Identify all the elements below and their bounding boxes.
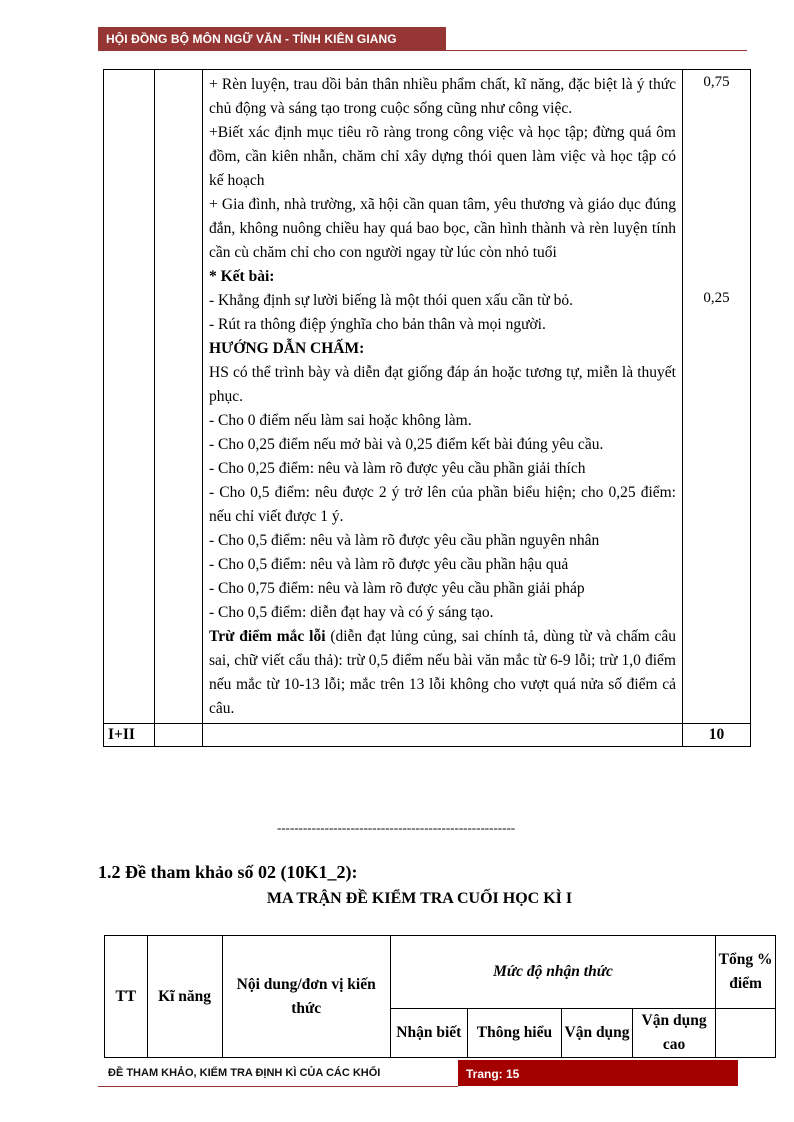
score-value: 0,25 <box>703 290 730 306</box>
matrix-title: MA TRẬN ĐỀ KIỂM TRA CUỐI HỌC KÌ I <box>266 890 573 907</box>
col-level-application: Vận dụng <box>562 1009 633 1058</box>
col-skill: Kĩ năng <box>147 936 222 1058</box>
col-level-comprehension: Thông hiểu <box>467 1009 561 1058</box>
content-paragraph: - Cho 0,25 điểm: nêu và làm rõ được yêu cầu phần giải thích <box>209 460 586 477</box>
content-paragraph: - Cho 0 điểm nếu làm sai hoặc không làm. <box>209 412 472 429</box>
content-paragraph: - Khẳng định sự lười biếng là một thói quen xấu cần từ bỏ. <box>209 292 574 309</box>
content-paragraph: - Cho 0,25 điểm nếu mở bài và 0,25 điểm kết bài đúng yêu cầu. <box>209 436 604 453</box>
content-paragraph: +Biết xác định mục tiêu rõ ràng trong công việc và học tập; đừng quá ôm đồm, cần kiên nhẫn, chăm chỉ xây dựng thói quen làm việc và học tập có kế hoạch <box>209 124 676 189</box>
content-paragraph: - Cho 0,5 điểm: diễn đạt hay và có ý sáng tạo. <box>209 604 494 621</box>
section-title: 1.2 Đề tham khảo số 02 (10K1_2): <box>98 862 358 882</box>
content-paragraph: HS có thể trình bày và diễn đạt giống đáp án hoặc tương tự, miễn là thuyết phục. <box>209 364 676 405</box>
col-level-recognition: Nhận biết <box>390 1009 467 1058</box>
matrix-header-row <box>105 936 776 1009</box>
col-level-advanced-application: Vận dụng cao <box>633 1009 716 1058</box>
content-paragraph: - Cho 0,5 điểm: nêu và làm rõ được yêu cầu phần hậu quả <box>209 556 569 573</box>
content-paragraph: - Cho 0,75 điểm: nêu và làm rõ được yêu cầu phần giải pháp <box>209 580 585 597</box>
header-title: HỘI ĐỒNG BỘ MÔN NGỮ VĂN - TỈNH KIÊN GIANG <box>98 27 446 51</box>
total-empty-2 <box>203 724 683 747</box>
footer-divider <box>98 1086 458 1087</box>
total-value: 10 <box>683 724 751 747</box>
section-separator: ------------------------------------------------------- <box>277 820 516 835</box>
col-total-percent: Tổng % điểm <box>716 936 776 1009</box>
answer-content-cell <box>203 70 683 724</box>
conclusion-heading: * Kết bài: <box>209 268 275 285</box>
answer-table <box>103 69 751 747</box>
total-row <box>104 724 751 747</box>
col-tt: TT <box>105 936 148 1058</box>
matrix-table <box>104 935 776 1058</box>
content-paragraph: + Gia đình, nhà trường, xã hội cần quan tâm, yêu thương và giáo dục đúng đắn, không nuông chiều hay quá bao bọc, cần hình thành và rèn luyện tính cần cù chăm chỉ cho con người ngay từ lúc còn nhỏ tuổi <box>209 196 676 261</box>
content-paragraph: + Rèn luyện, trau dồi bản thân nhiều phẩm chất, kĩ năng, đặc biệt là ý thức chủ động và sáng tạo trong cuộc sống cũng như công việc. <box>209 76 676 117</box>
col-cognitive-level: Mức độ nhận thức <box>390 936 715 1009</box>
header-divider <box>98 50 747 51</box>
total-empty-1 <box>155 724 203 747</box>
deduction-paragraph: Trừ điểm mắc lỗi (diễn đạt lủng củng, sai chính tả, dùng từ và chấm câu sai, chữ viết cẩu thả): trừ 0,5 điểm nếu bài văn mắc từ 6-9 lỗi; trừ 1,0 điểm nếu mắc từ 10-13 lỗi; mắc trên 13 lỗi không cho vượt quá nửa số điểm cả câu. <box>209 628 676 717</box>
grading-guide-heading: HƯỚNG DẪN CHẤM: <box>209 340 365 357</box>
score-value: 0,75 <box>703 74 730 90</box>
col-total-empty <box>716 1009 776 1058</box>
page-number: Trang: 15 <box>458 1060 738 1086</box>
answer-cell-empty-1 <box>104 70 155 724</box>
answer-content <box>203 70 682 723</box>
answer-row <box>104 70 751 724</box>
content-paragraph: - Cho 0,5 điểm: nêu được 2 ý trở lên của phần biểu hiện; cho 0,25 điểm: nếu chỉ viết được 1 ý. <box>209 484 676 525</box>
col-content-unit: Nội dung/đơn vị kiến thức <box>222 936 390 1058</box>
footer-text: ĐỀ THAM KHẢO, KIỂM TRA ĐỊNH KÌ CỦA CÁC KHỐI <box>108 1067 381 1079</box>
score-cell <box>683 70 751 724</box>
answer-cell-empty-2 <box>155 70 203 724</box>
content-paragraph: - Cho 0,5 điểm: nêu và làm rõ được yêu cầu phần nguyên nhân <box>209 532 600 549</box>
content-paragraph: - Rút ra thông điệp ýnghĩa cho bản thân và mọi người. <box>209 316 546 333</box>
total-label: I+II <box>104 724 155 747</box>
